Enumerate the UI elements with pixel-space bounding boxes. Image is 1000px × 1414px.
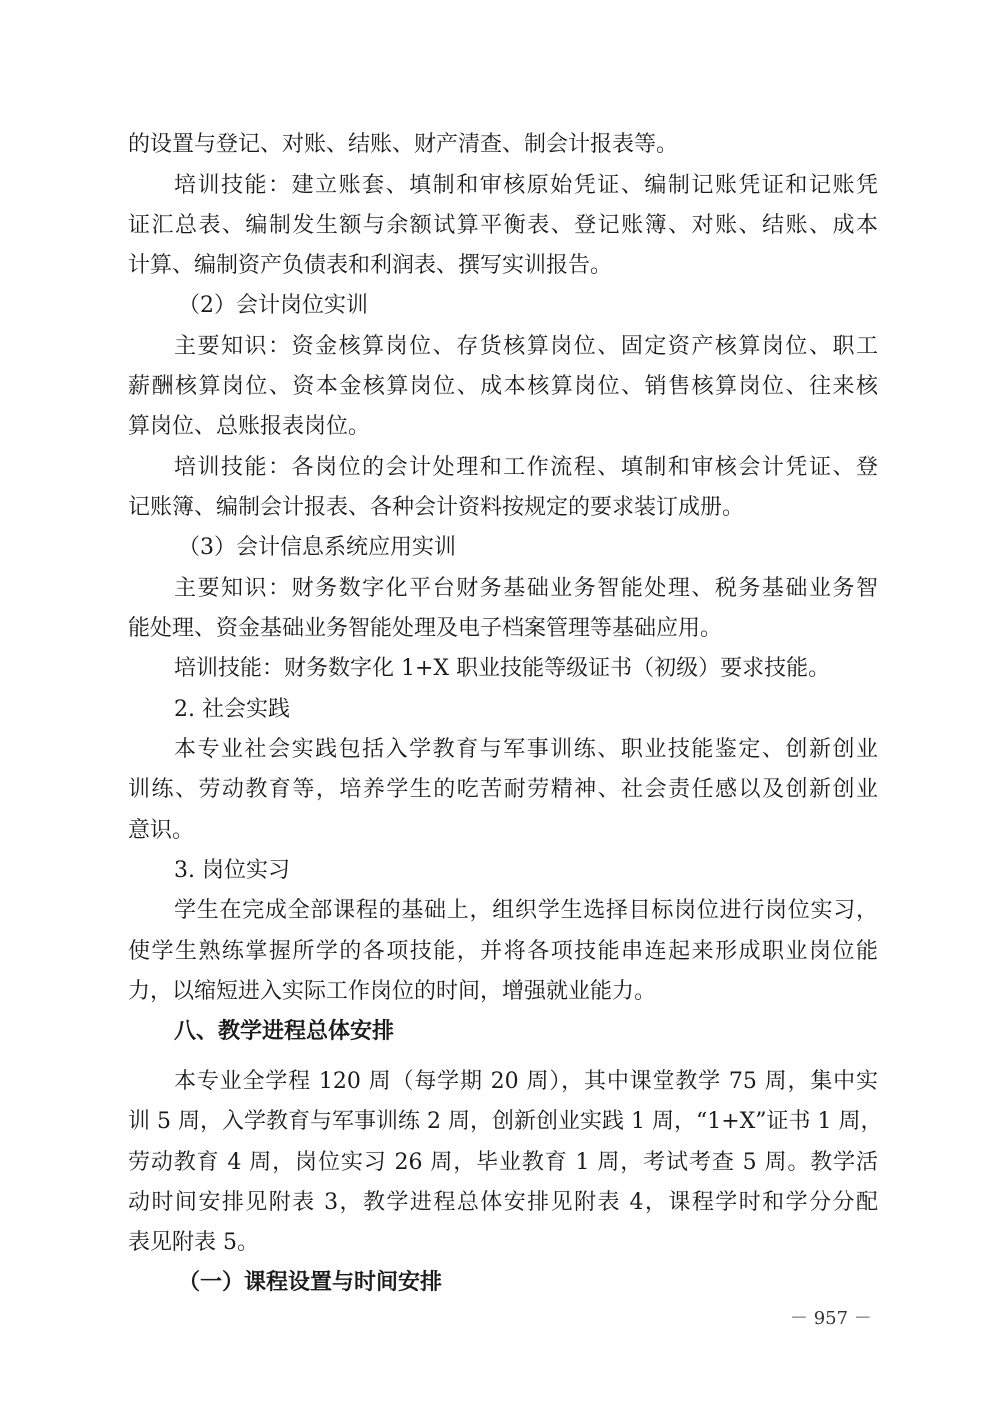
text-line: 的设置与登记、对账、结账、财产清查、制会计报表等。 [128,132,679,157]
text-line: 动时间安排见附表 3，教学进程总体安排见附表 4，课程学时和学分分配 [128,1190,878,1215]
text-line: 计算、编制资产负债表和利润表、撰写实训报告。 [128,253,613,278]
subsection-heading: （一）课程设置与时间安排 [178,1270,443,1295]
text-line: 主要知识：资金核算岗位、存货核算岗位、固定资产核算岗位、职工 [174,334,878,359]
text-line: 力，以缩短进入实际工作岗位的时间，增强就业能力。 [128,979,657,1004]
subsection-heading: （3）会计信息系统应用实训 [178,535,456,560]
text-line: 表见附表 5。 [128,1230,259,1255]
text-line: 能处理、资金基础业务智能处理及电子档案管理等基础应用。 [128,616,723,641]
text-line: 意识。 [128,818,195,843]
page-number: － 957 － [790,1308,872,1329]
text-line: 使学生熟练掌握所学的各项技能，并将各项技能串连起来形成职业岗位能 [128,939,878,964]
subsection-heading: 3. 岗位实习 [174,858,290,883]
text-line: 训 5 周，入学教育与军事训练 2 周，创新创业实践 1 周，“1+X”证书 1 周， [128,1109,883,1134]
subsection-heading: （2）会计岗位实训 [178,293,368,318]
text-line: 培训技能：建立账套、填制和审核原始凭证、编制记账凭证和记账凭 [174,173,878,198]
text-line: 培训技能：财务数字化 1+X 职业技能等级证书（初级）要求技能。 [174,656,831,681]
text-line: 劳动教育 4 周，岗位实习 26 周，毕业教育 1 周，考试考查 5 周。教学活 [128,1150,878,1175]
text-line: 主要知识：财务数字化平台财务基础业务智能处理、税务基础业务智 [174,576,878,601]
text-line: 薪酬核算岗位、资本金核算岗位、成本核算岗位、销售核算岗位、往来核 [128,374,878,399]
text-line: 学生在完成全部课程的基础上，组织学生选择目标岗位进行岗位实习， [174,898,878,923]
text-line: 算岗位、总账报表岗位。 [128,414,371,439]
text-line: 训练、劳动教育等，培养学生的吃苦耐劳精神、社会责任感以及创新创业 [128,777,878,802]
text-line: 本专业社会实践包括入学教育与军事训练、职业技能鉴定、创新创业 [174,737,878,762]
text-line: 本专业全学程 120 周（每学期 20 周），其中课堂教学 75 周，集中实 [174,1069,878,1094]
text-line: 培训技能：各岗位的会计处理和工作流程、填制和审核会计凭证、登 [174,455,878,480]
section-heading: 八、教学进程总体安排 [174,1019,395,1044]
subsection-heading: 2. 社会实践 [174,697,290,722]
text-line: 记账簿、编制会计报表、各种会计资料按规定的要求装订成册。 [128,495,745,520]
text-line: 证汇总表、编制发生额与余额试算平衡表、登记账簿、对账、结账、成本 [128,213,878,238]
